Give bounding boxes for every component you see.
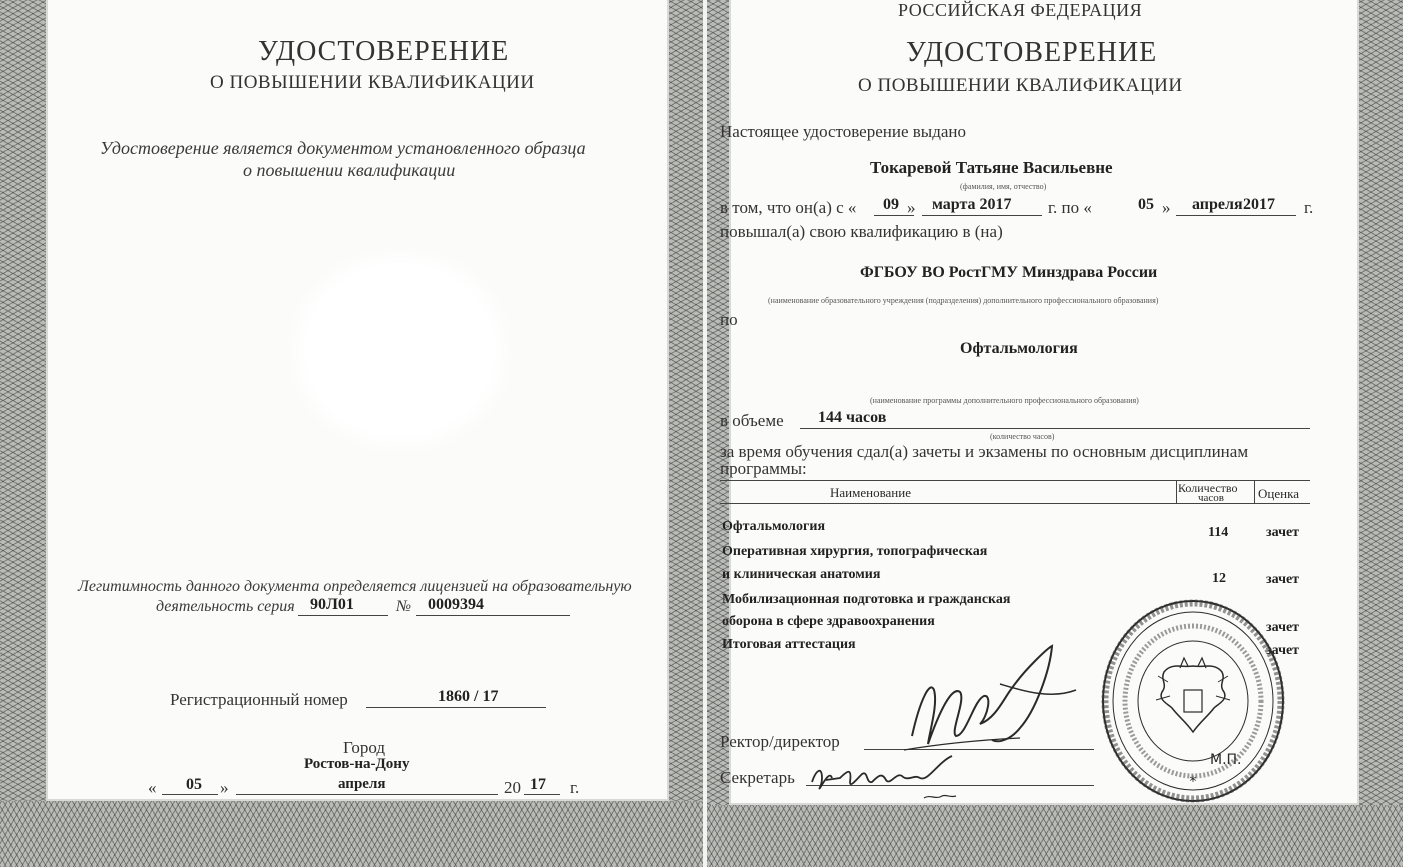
table-row-3-name-1: Мобилизационная подготовка и гражданская [722,592,1011,607]
city-label: Город [343,738,385,757]
table-row-3-name-2: оборона в сфере здравоохранения [722,614,935,629]
guilloche-border-left [0,0,46,867]
program-caption: (наименование программы дополнительного профессионального образования) [870,396,1139,405]
date-open-quote: « [148,778,157,797]
program-name: Офтальмология [960,340,1078,357]
guilloche-border-bottom [707,805,1403,867]
date-year-prefix: 20 [504,778,521,797]
institution-caption: (наименование образовательного учреждения (подразделения) дополнительного профессионального образования) [768,296,1159,305]
volume-label: в объеме [720,411,784,430]
certificate-title: УДОСТОВЕРЕНИЕ [258,36,510,67]
secretary-signature [806,748,976,808]
certificate-subtitle: О ПОВЫШЕНИИ КВАЛИФИКАЦИИ [210,72,535,93]
photo-area [290,250,510,450]
table-row-2-grade: зачет [1266,572,1300,587]
secretary-label: Секретарь [720,768,795,787]
volume-caption: (количество часов) [990,432,1055,441]
period-prefix: в том, что он(а) с « [720,198,857,217]
end-unit: г. [1304,198,1314,217]
table-col-divider-1 [1176,480,1177,503]
by-label: по [720,310,738,329]
registration-number: 1860 / 17 [438,688,499,705]
license-number-underline [416,615,570,616]
name-caption: (фамилия, имя, отчество) [960,182,1047,191]
table-header-hours-2: часов [1198,492,1224,504]
end-year: 2017 [1243,196,1275,213]
table-header-name: Наименование [830,485,911,500]
table-row-2-name-2: и клиническая анатомия [722,567,881,582]
date-year-unit: г. [570,778,580,797]
volume-value: 144 часов [818,409,887,426]
institution-name: ФГБОУ ВО РостГМУ Минздрава России [860,264,1158,281]
license-series: 90Л01 [310,596,354,613]
end-month-underline [1176,215,1296,216]
table-header-grade: Оценка [1258,486,1299,501]
date-year-suffix: 17 [530,776,546,793]
exams-line-1: за время обучения сдал(а) зачеты и экзамены по основным дисциплинам [720,442,1249,461]
license-number-sign: № [396,598,412,615]
holder-full-name: Токаревой Татьяне Васильевне [870,158,1113,177]
certificate-title-right: УДОСТОВЕРЕНИЕ [906,37,1158,68]
certificate-subtitle-right: О ПОВЫШЕНИИ КВАЛИФИКАЦИИ [858,75,1183,96]
table-col-divider-2 [1254,480,1255,503]
table-row-1-name: Офтальмология [722,519,826,534]
end-day: 05 [1138,196,1154,213]
rector-label: Ректор/директор [720,732,840,751]
table-row-2-hours: 12 [1212,571,1226,586]
table-row-1-grade: зачет [1266,525,1300,540]
start-month-underline [922,215,1042,216]
guilloche-border-right [669,0,703,867]
table-row-2-name-1: Оперативная хирургия, топографическая [722,544,988,559]
guilloche-border-bottom [0,801,703,867]
statement-line-1: Удостоверение является документом установленного образца [100,138,586,158]
license-prefix: деятельность серия [156,598,295,615]
table-row-4-name: Итоговая аттестация [722,637,856,652]
date-month-underline [236,794,498,795]
statement-line-2: о повышении квалификации [243,160,456,180]
issued-to-label: Настоящее удостоверение выдано [720,122,967,141]
official-seal [1098,596,1288,806]
registration-underline [366,707,546,708]
seal-star-icon: * [1189,774,1197,790]
registration-label: Регистрационный номер [170,690,348,709]
date-close-quote: » [220,778,229,797]
start-close-quote: » [907,198,916,217]
coat-of-arms-icon [1156,658,1230,732]
table-header-hours-1: Количество [1178,481,1238,495]
seal-mark: М.П. [1210,752,1242,768]
volume-underline [800,428,1310,429]
date-day-underline [162,794,218,795]
country-name: РОССИЙСКАЯ ФЕДЕРАЦИЯ [898,0,1143,20]
table-row-3-grade: зачет [1266,620,1300,635]
city-name: Ростов-на-Дону [304,756,410,772]
start-month-year: марта 2017 [932,196,1012,213]
end-month: апреля [1192,196,1243,213]
license-number: 0009394 [428,596,484,613]
qualified-at-label: повышал(а) свою квалификацию в (на) [720,222,1003,241]
start-unit: г. по « [1048,198,1092,217]
date-year-underline [524,794,560,795]
table-row-1-hours: 114 [1208,525,1229,540]
end-close-quote: » [1162,198,1171,217]
guilloche-border-right [1359,0,1403,867]
date-month: апреля [338,776,386,792]
date-day: 05 [186,776,202,793]
start-day: 09 [883,196,899,213]
license-series-underline [298,615,388,616]
license-line-1: Легитимность данного документа определяется лицензией на образовательную [78,578,632,595]
table-row-4-grade: зачет [1266,643,1300,658]
exams-line-2: программы: [720,459,807,478]
